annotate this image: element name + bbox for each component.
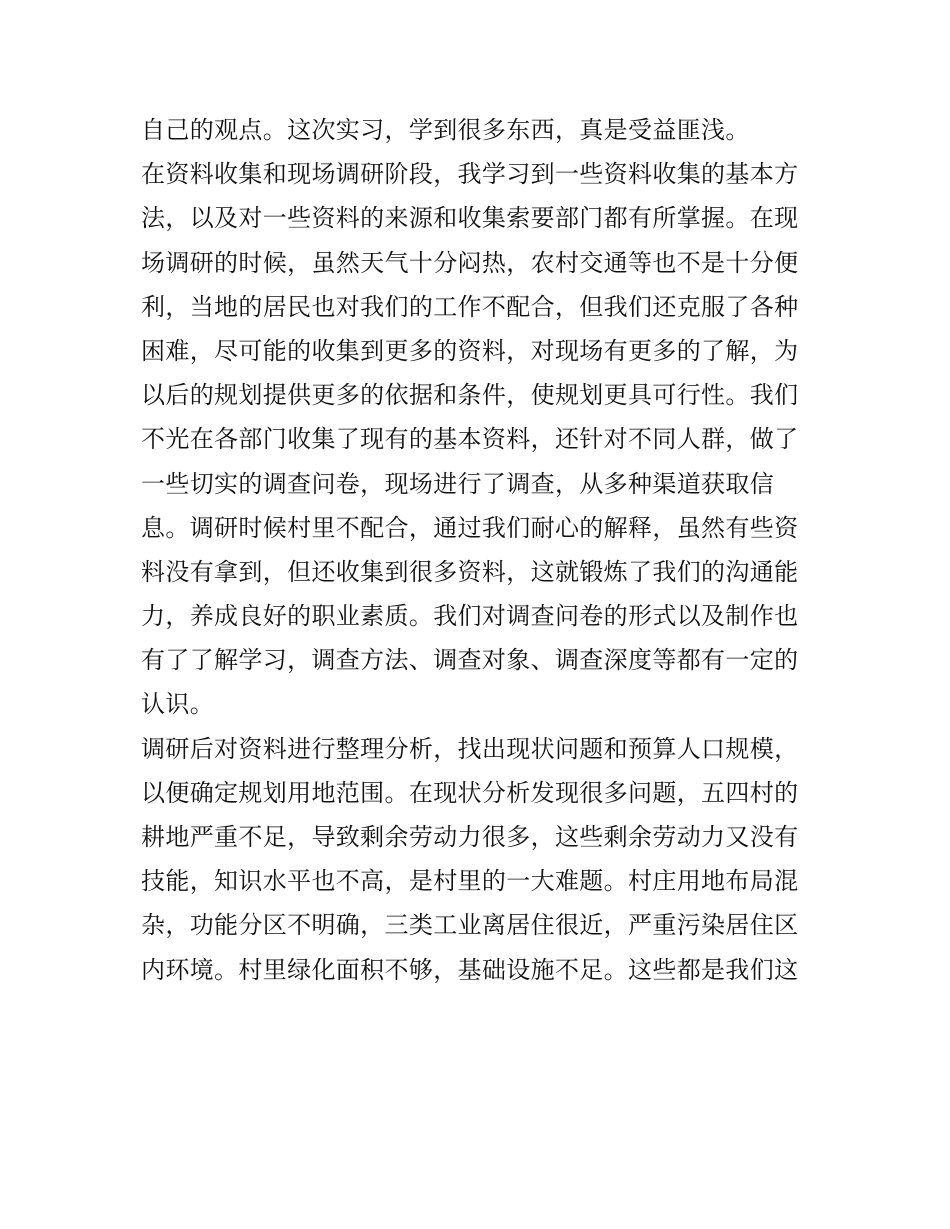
text-line: 息。调研时候村里不配合，通过我们耐心的解释，虽然有些资 bbox=[141, 513, 799, 542]
text-line: 以便确定规划用地范围。在现状分析发现很多问题，五四村的 bbox=[141, 778, 799, 807]
text-line: 认识。 bbox=[141, 690, 215, 719]
body-text bbox=[141, 108, 821, 992]
text-line: 场调研的时候，虽然天气十分闷热，农村交通等也不是十分便 bbox=[141, 248, 799, 277]
text-line: 耕地严重不足，导致剩余劳动力很多，这些剩余劳动力又没有 bbox=[141, 823, 799, 851]
text-line: 法，以及对一些资料的来源和收集索要部门都有所掌握。在现 bbox=[141, 204, 799, 233]
text-line: 内环境。村里绿化面积不够，基础设施不足。这些都是我们这 bbox=[141, 955, 799, 984]
text-line: 料没有拿到，但还收集到很多资料，这就锻炼了我们的沟通能 bbox=[141, 557, 799, 586]
text-line: 技能，知识水平也不高，是村里的一大难题。村庄用地布局混 bbox=[141, 867, 799, 896]
text-line: 利，当地的居民也对我们的工作不配合，但我们还克服了各种 bbox=[141, 292, 799, 321]
text-line: 调研后对资料进行整理分析，找出现状问题和预算人口规模， bbox=[141, 734, 799, 763]
text-line: 不光在各部门收集了现有的基本资料，还针对不同人群，做了 bbox=[141, 425, 799, 454]
text-line: 杂，功能分区不明确，三类工业离居住很近，严重污染居住区 bbox=[141, 911, 799, 940]
text-line: 困难，尽可能的收集到更多的资料，对现场有更多的了解，为 bbox=[141, 336, 799, 365]
text-line: 力，养成良好的职业素质。我们对调查问卷的形式以及制作也 bbox=[141, 602, 799, 631]
text-line: 在资料收集和现场调研阶段，我学习到一些资料收集的基本方 bbox=[141, 160, 799, 189]
text-line: 有了了解学习，调查方法、调查对象、调查深度等都有一定的 bbox=[141, 646, 799, 675]
text-line: 以后的规划提供更多的依据和条件，使规划更具可行性。我们 bbox=[141, 381, 799, 410]
text-line: 自己的观点。这次实习，学到很多东西，真是受益匪浅。 bbox=[141, 116, 750, 144]
text-line: 一些切实的调查问卷，现场进行了调查，从多种渠道获取信 bbox=[141, 469, 775, 498]
